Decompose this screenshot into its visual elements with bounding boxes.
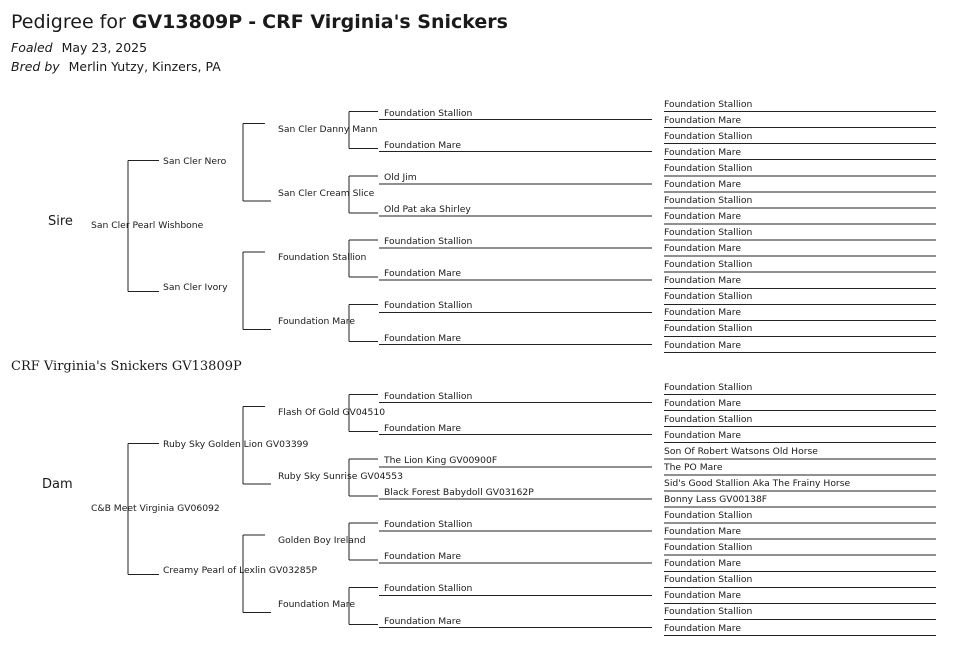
sire-g5-name: Foundation Stallion xyxy=(664,291,753,303)
sire-g5-name: Foundation Mare xyxy=(664,146,741,158)
dam-g4-name: Foundation Stallion xyxy=(384,519,473,531)
bred-by-value: Merlin Yutzy, Kinzers, PA xyxy=(68,59,221,74)
horse-name-line: CRF Virginia's Snickers GV13809P xyxy=(11,359,242,374)
dam-g5-name: Bonny Lass GV00138F xyxy=(664,493,768,505)
sire-name: San Cler Pearl Wishbone xyxy=(91,220,204,232)
bred-by-label: Bred by xyxy=(11,59,60,74)
sire-g4-name: Foundation Stallion xyxy=(384,300,473,312)
dam-g5-name: Foundation Mare xyxy=(664,622,741,634)
dam-g5-name: Foundation Mare xyxy=(664,397,741,409)
sire-g3-name: Foundation Stallion xyxy=(278,252,367,264)
foaled-label: Foaled xyxy=(11,40,53,55)
title-prefix: Pedigree for xyxy=(11,11,126,33)
sire-g5-name: Foundation Mare xyxy=(664,275,741,287)
dam-g5-name: Foundation Stallion xyxy=(664,381,753,393)
dam-g4-name: Black Forest Babydoll GV03162P xyxy=(384,486,534,498)
title-registration: GV13809P xyxy=(131,11,243,33)
dam-side-label: Dam xyxy=(42,477,73,492)
title-horse-name: CRF Virginia's Snickers xyxy=(262,11,508,33)
dam-g2-name: Ruby Sky Golden Lion GV03399 xyxy=(163,438,309,450)
dam-g5-name: Son Of Robert Watsons Old Horse xyxy=(664,445,818,457)
sire-g5-name: Foundation Stallion xyxy=(664,98,753,110)
dam-g5-name: Foundation Mare xyxy=(664,590,741,602)
dam-g5-name: Sid's Good Stallion Aka The Frainy Horse xyxy=(664,477,851,489)
sire-g5-name: Foundation Mare xyxy=(664,307,741,319)
dam-g5-name: The PO Mare xyxy=(664,461,723,473)
sire-g5-name: Foundation Stallion xyxy=(664,130,753,142)
sire-g5-name: Foundation Stallion xyxy=(664,162,753,174)
sire-g5-name: Foundation Mare xyxy=(664,210,741,222)
dam-g4-name: The Lion King GV00900F xyxy=(384,454,498,466)
sire-g4-name: Foundation Mare xyxy=(384,139,461,151)
dam-g3-name: Ruby Sky Sunrise GV04553 xyxy=(278,470,403,482)
dam-g5-name: Foundation Stallion xyxy=(664,413,753,425)
sire-g2-name: San Cler Nero xyxy=(163,155,227,167)
sire-g5-name: Foundation Mare xyxy=(664,178,741,190)
sire-g5-name: Foundation Stallion xyxy=(664,194,753,206)
dam-g5-name: Foundation Mare xyxy=(664,558,741,570)
dam-g3-name: Golden Boy Ireland xyxy=(278,535,366,547)
foaled-value: May 23, 2025 xyxy=(61,40,148,55)
dam-name: C&B Meet Virginia GV06092 xyxy=(91,503,220,515)
sire-g3-name: Foundation Mare xyxy=(278,316,355,328)
dam-g4-name: Foundation Stallion xyxy=(384,390,473,402)
sire-g5-name: Foundation Mare xyxy=(664,243,741,255)
sire-g5-name: Foundation Stallion xyxy=(664,227,753,239)
sire-g3-name: San Cler Danny Mann xyxy=(278,123,378,135)
sire-g5-name: Foundation Stallion xyxy=(664,259,753,271)
dam-g5-name: Foundation Stallion xyxy=(664,574,753,586)
title-separator: - xyxy=(248,11,257,33)
sire-g4-name: Foundation Mare xyxy=(384,332,461,344)
sire-g2-name: San Cler Ivory xyxy=(163,282,228,294)
sire-g5-name: Foundation Mare xyxy=(664,339,741,351)
dam-g2-name: Creamy Pearl of Lexlin GV03285P xyxy=(163,565,318,577)
dam-g5-name: Foundation Stallion xyxy=(664,510,753,522)
dam-g5-name: Foundation Stallion xyxy=(664,542,753,554)
dam-g5-name: Foundation Mare xyxy=(664,429,741,441)
dam-g3-name: Foundation Mare xyxy=(278,599,355,611)
dam-g4-name: Foundation Mare xyxy=(384,422,461,434)
sire-g4-name: Foundation Mare xyxy=(384,268,461,280)
sire-g4-name: Foundation Stallion xyxy=(384,236,473,248)
sire-g4-name: Foundation Stallion xyxy=(384,107,473,119)
dam-g5-name: Foundation Stallion xyxy=(664,606,753,618)
dam-g3-name: Flash Of Gold GV04510 xyxy=(278,406,386,418)
dam-g4-name: Foundation Stallion xyxy=(384,583,473,595)
dam-g4-name: Foundation Mare xyxy=(384,615,461,627)
sire-g3-name: San Cler Cream Slice xyxy=(278,187,375,199)
sire-g5-name: Foundation Stallion xyxy=(664,323,753,335)
sire-g4-name: Old Jim xyxy=(384,171,417,183)
dam-g4-name: Foundation Mare xyxy=(384,551,461,563)
sire-g5-name: Foundation Mare xyxy=(664,114,741,126)
sire-g4-name: Old Pat aka Shirley xyxy=(384,203,471,215)
dam-g5-name: Foundation Mare xyxy=(664,526,741,538)
sire-side-label: Sire xyxy=(48,214,73,229)
